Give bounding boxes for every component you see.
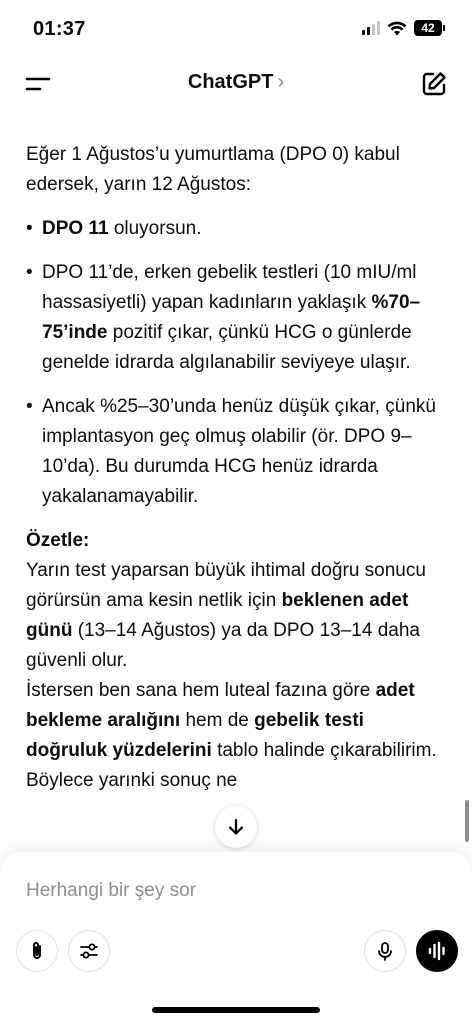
- voice-waveform-icon: [426, 940, 448, 962]
- status-time: 01:37: [33, 18, 86, 40]
- summary-text: Yarın test yaparsan büyük ihtimal doğru sonucu görürsün ama kesin netlik için: [26, 560, 426, 611]
- voice-mode-button[interactable]: [416, 930, 458, 972]
- offer-paragraph: [26, 676, 450, 796]
- list-item: • DPO 11’de, erken gebelik testleri (10 mIU/ml hassasiyetli) yapan kadınların yaklaşık %70–75’inde pozitif çıkar, çünkü HCG o günlerde genelde idrarda algılanabilir seviyeye ulaşır.: [26, 262, 421, 373]
- arrow-down-icon: [226, 817, 246, 837]
- offer-text: hem de: [180, 710, 255, 731]
- nav-bar: [0, 58, 472, 110]
- assistant-message: [26, 140, 450, 796]
- bold-text: gebelik testi doğruluk yüzdelerini: [26, 710, 364, 761]
- model-selector[interactable]: [0, 71, 472, 94]
- compose-icon: [420, 70, 448, 98]
- offer-text: tablo halinde çıkarabilirim. Böylece yarınki sonuç ne: [26, 740, 437, 791]
- home-indicator[interactable]: [152, 1007, 320, 1013]
- bold-text: beklenen adet günü: [26, 590, 409, 641]
- bold-text: DPO 11: [42, 218, 109, 239]
- status-indicators: [362, 20, 442, 36]
- scrollbar[interactable]: [465, 800, 469, 842]
- scroll-to-bottom-button[interactable]: [215, 806, 257, 848]
- page-title: ChatGPT: [187, 71, 274, 93]
- summary-paragraph: [26, 556, 450, 676]
- tools-button[interactable]: [68, 930, 110, 972]
- signal-icon: [362, 21, 380, 35]
- composer: [0, 852, 472, 1024]
- list-item-text: pozitif çıkar, çünkü HCG o günlerde genelde idrarda algılanabilir seviyeye ulaşır.: [42, 322, 412, 373]
- summary-heading: [26, 526, 450, 556]
- wifi-icon: [387, 21, 407, 36]
- offer-text: İstersen ben sana hem luteal fazına göre: [26, 680, 376, 701]
- sliders-icon: [78, 940, 100, 962]
- paperclip-icon: [26, 940, 48, 962]
- attach-button[interactable]: [16, 930, 58, 972]
- microphone-icon: [374, 940, 396, 962]
- list-item-text: oluyorsun.: [108, 218, 202, 239]
- list-item-text: DPO 11’de, erken gebelik testleri (10 mIU/ml hassasiyetli) yapan kadınların yaklaşık: [42, 262, 417, 313]
- dictation-button[interactable]: [364, 930, 406, 972]
- bold-text: %70–75’inde: [42, 292, 421, 343]
- message-intro: Eğer 1 Ağustos’u yumurtlama (DPO 0) kabul edersek, yarın 12 Ağustos:: [26, 144, 400, 195]
- status-bar: [0, 0, 472, 58]
- chevron-right-icon: ›: [277, 71, 285, 93]
- bold-text: adet bekleme aralığını: [26, 680, 415, 731]
- battery-icon: 42: [414, 20, 442, 36]
- summary-heading-text: Özetle:: [26, 530, 90, 551]
- list-item: • Ancak %25–30’unda henüz düşük çıkar, çünkü implantasyon geç olmuş olabilir (ör. DPO 9–10’da). Bu durumda HCG henüz idrarda yakalanamayabilir.: [26, 396, 436, 507]
- message-input[interactable]: Herhangi bir şey sor: [26, 880, 197, 901]
- new-chat-button[interactable]: [420, 70, 448, 98]
- list-item: • DPO 11 oluyorsun.: [26, 218, 202, 239]
- list-item-text: Ancak %25–30’unda henüz düşük çıkar, çünkü implantasyon geç olmuş olabilir (ör. DPO 9–10’da). Bu durumda HCG henüz idrarda yakalanamayabilir.: [42, 396, 436, 507]
- summary-text: (13–14 Ağustos) ya da DPO 13–14 daha güvenli olur.: [26, 620, 420, 671]
- bullet-list: [26, 214, 450, 512]
